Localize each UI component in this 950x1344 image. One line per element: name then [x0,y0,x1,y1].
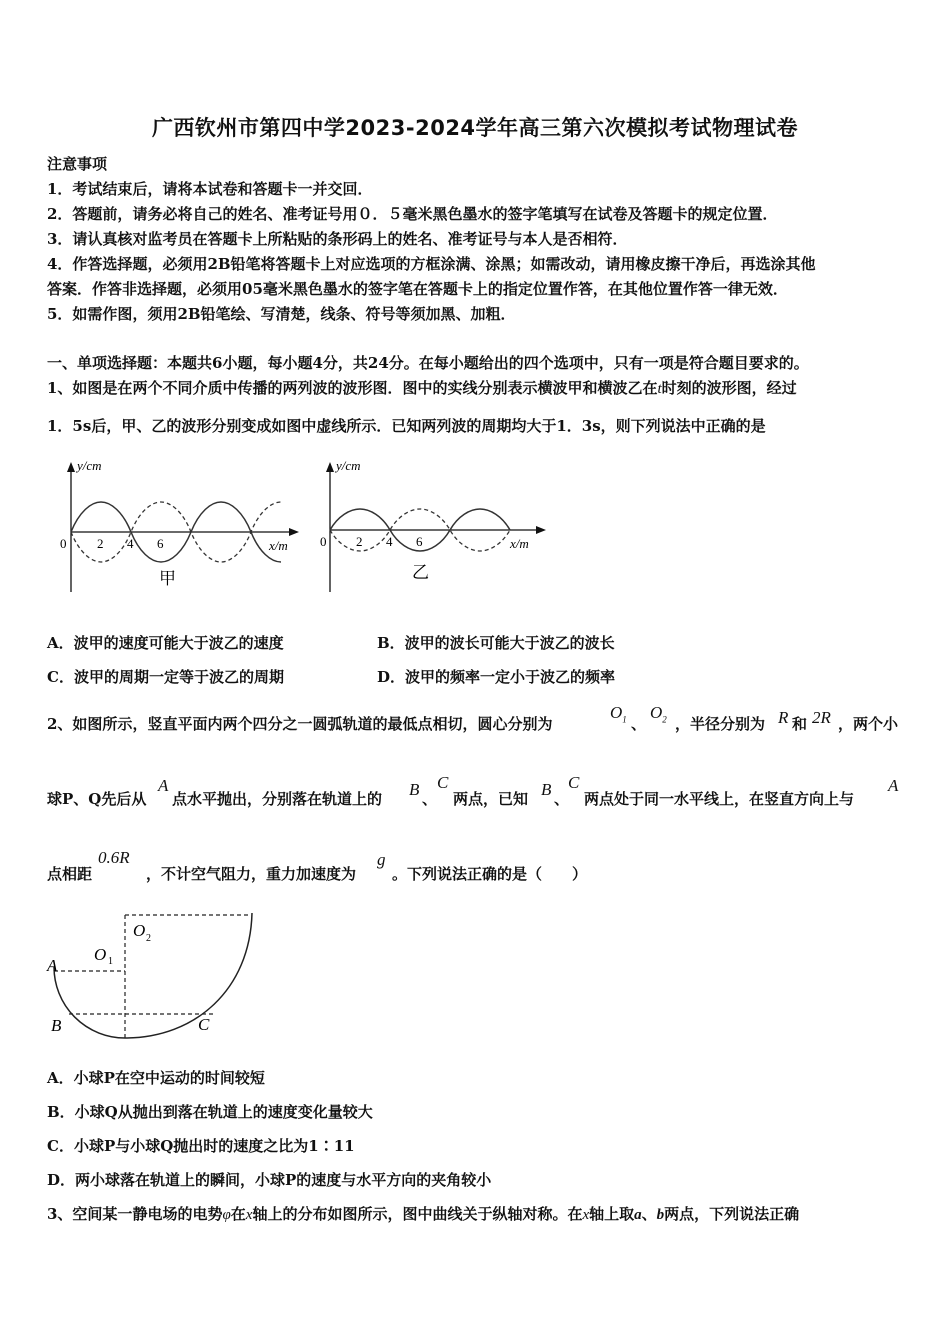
y-axis-label: y/cm [77,458,102,473]
q3-text: 在 [230,1205,246,1223]
notice-item: 3．请认真核对监考员在答题卡上所粘贴的条形码上的姓名、准考证号与本人是否相符． [47,230,628,248]
x-axis-label: x/m [269,538,288,553]
q2-text: 、 [422,790,438,808]
q2-text: 点相距 [47,865,93,883]
q2-option-d: D．两小球落在轨道上的瞬间，小球P的速度与水平方向的夹角较小 [47,1171,492,1189]
q3-b-symbol: b [656,1207,665,1223]
o1-subscript: 1 [108,956,113,967]
y-axis-label: y/cm [336,458,361,473]
x-axis-arrow [289,528,299,536]
q2-text: ，半径分别为 [675,715,766,733]
q1-option-b: B．波甲的波长可能大于波乙的波长 [377,634,615,652]
tick-label: 6 [157,536,164,551]
q2-symbol-o2: $O_2$ [650,703,667,725]
wave-figure-jia [55,452,305,602]
tick-label: 4 [127,536,134,551]
q2-symbol-r: R [778,708,789,727]
notice-item: 2．答题前，请务必将自己的姓名、准考证号用０．５毫米黑色墨水的签字笔填写在试卷及答题卡的规定位置． [47,205,778,223]
q2-text: ，不计空气阻力，重力加速度为 [146,865,357,883]
q2-symbol-a: A [888,776,899,795]
q1-stem-line1 [47,377,797,398]
q2-text: 、 [554,790,570,808]
q1-option-c: C．波甲的周期一定等于波乙的周期 [47,668,284,686]
q2-text: 两点，已知 [453,790,529,808]
q2-symbol-06r: 0.6R [98,848,130,867]
notice-item: 1．考试结束后，请将本试卷和答题卡一并交回． [47,180,373,198]
tick-label: 2 [356,534,363,549]
q2-symbol-b: B [541,780,552,799]
figure-caption: 乙 [412,563,429,582]
y-axis-arrow [67,462,75,472]
q1-option-a: A．波甲的速度可能大于波乙的速度 [47,634,284,652]
origin-label: 0 [60,536,67,551]
x-axis-label: x/m [510,536,529,551]
q2-text: 球P、Q先后从 [47,790,147,808]
tick-label: 4 [386,534,393,549]
q3-a-symbol: a [634,1207,642,1223]
q3-text: 3、空间某一静电场的电势 [47,1205,223,1223]
q2-text: 。下列说法正确的是（ ） [392,865,588,883]
q2-option-c: C．小球P与小球Q抛出时的速度之比为1∶11 [47,1137,355,1155]
section-heading: 一、单项选择题：本题共6小题，每小题4分，共24分。在每小题给出的四个选项中，只有一项是符合题目要求的。 [47,354,809,372]
q3-x-symbol: x [582,1207,590,1223]
q2-option-b: B．小球Q从抛出到落在轨道上的速度变化量较大 [47,1103,373,1121]
q2-symbol-g: g [377,850,386,869]
point-a-label: A [47,956,58,975]
o1-label: O [94,945,107,964]
tick-label: 6 [416,534,423,549]
notice-item: 4．作答选择题，必须用2B铅笔将答题卡上对应选项的方框涂满、涂黑；如需改动，请用橡皮擦干净后，再选涂其他 [47,255,816,273]
q3-text: 两点，下列说法正确 [664,1205,800,1223]
tick-label: 2 [97,536,104,551]
point-c-label: C [198,1015,210,1034]
notice-item: 5．如需作图，须用2B铅笔绘、写清楚，线条、符号等须加黑、加粗． [47,305,516,323]
page-title: 广西钦州市第四中学2023-2024学年高三第六次模拟考试物理试卷 [151,116,799,140]
y-axis-arrow [326,462,334,472]
q3-stem-line1 [47,1203,799,1224]
o2-label: O [133,921,146,940]
q2-symbol-a: A [158,776,169,795]
point-b-label: B [51,1016,62,1035]
q3-text: 、 [641,1205,657,1223]
q2-text: 点水平抛出，分别落在轨道上的 [172,790,383,808]
q3-phi-symbol: φ [222,1207,231,1223]
origin-label: 0 [320,534,327,549]
o2-subscript: 2 [146,933,151,944]
figure-caption: 甲 [159,569,176,588]
q2-text: 、 [631,715,647,733]
q1-text: 时刻的波形图，经过 [661,379,797,397]
q2-symbol-b: B [409,780,420,799]
q1-text: 1、如图是在两个不同介质中传播的两列波的波形图．图中的实线分别表示横波甲和横波乙在 [47,379,658,397]
q2-text: 两点处于同一水平线上，在竖直方向上与 [584,790,855,808]
q1-t-symbol: t [657,381,662,397]
q3-text: 轴上的分布如图所示，图中曲线关于纵轴对称。在 [252,1205,583,1223]
q2-symbol-o1: $O_1$ [610,703,627,725]
q2-text: ，两个小 [838,715,899,733]
q2-option-a: A．小球P在空中运动的时间较短 [47,1069,265,1087]
q3-x-symbol: x [245,1207,253,1223]
q2-text: 和 [792,715,808,733]
track-figure [45,905,265,1045]
wave-figure-yi [318,452,568,602]
notice-item: 答案．作答非选择题，必须用05毫米黑色墨水的签字笔在答题卡上的指定位置作答，在其他位置作答一律无效． [47,280,788,298]
q2-symbol-c: C [568,773,580,792]
x-axis-arrow [536,526,546,534]
q1-option-d: D．波甲的频率一定小于波乙的频率 [377,668,616,686]
q1-stem-line2: 1．5s后，甲、乙的波形分别变成如图中虚线所示．已知两列波的周期均大于1．3s，则下列说法中正确的是 [47,417,766,435]
q2-symbol-2r: 2R [812,708,831,727]
q3-text: 轴上取 [589,1205,635,1223]
q2-text: 2、如图所示，竖直平面内两个四分之一圆弧轨道的最低点相切，圆心分别为 [47,715,553,733]
q2-symbol-c: C [437,773,449,792]
small-arc-track [54,967,125,1038]
notice-heading: 注意事项 [47,155,108,173]
